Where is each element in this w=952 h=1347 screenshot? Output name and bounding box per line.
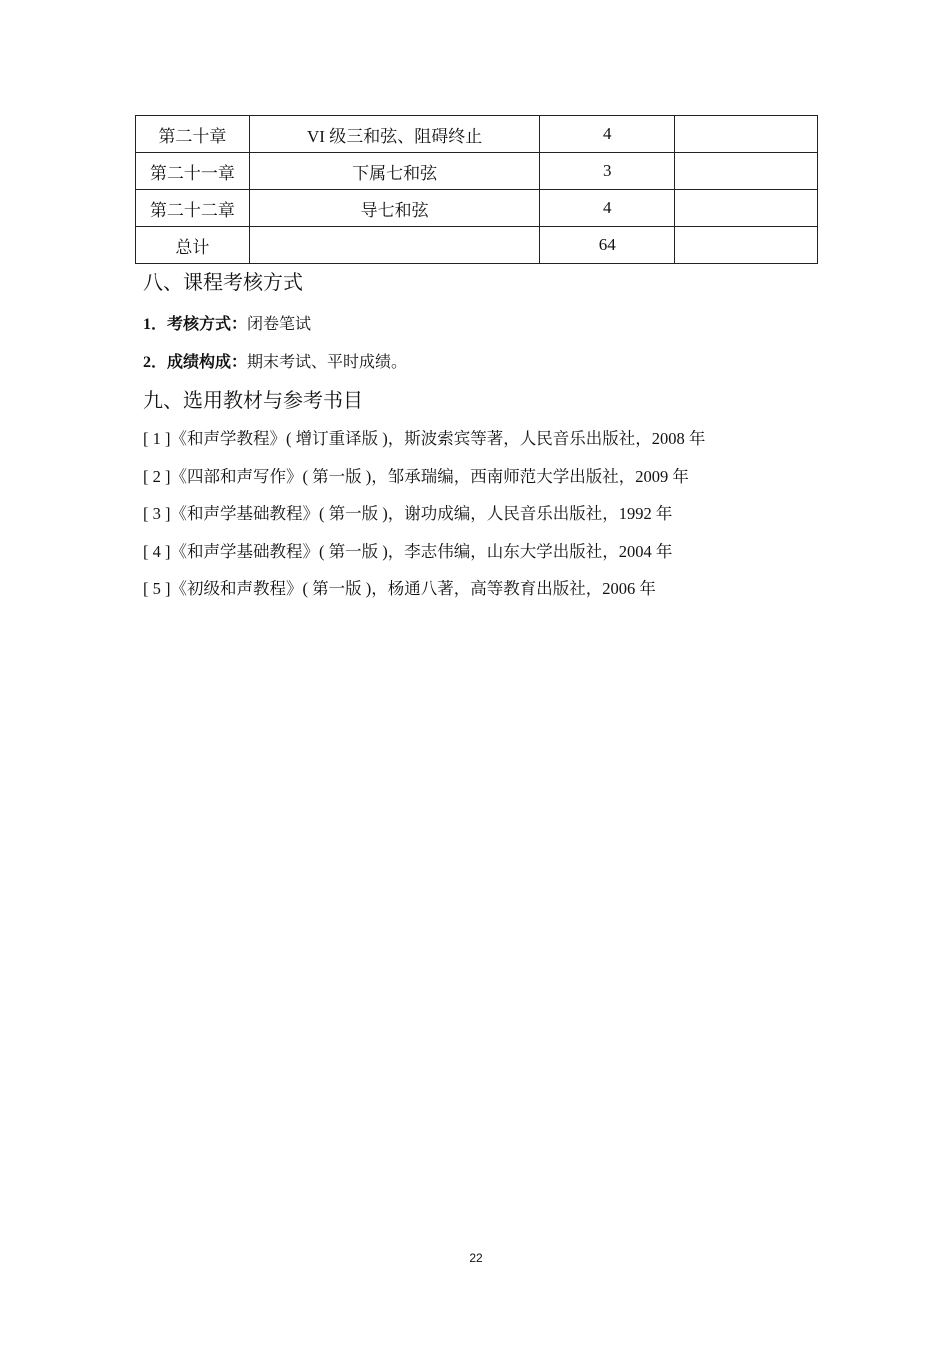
reference-item: [ 2 ]《四部和声写作》( 第一版 )，邹承瑞编，西南师范大学出版社，2009 年 <box>143 466 689 486</box>
topic-cell: 下属七和弦 <box>249 153 540 190</box>
hours-cell: 4 <box>540 116 675 153</box>
chapter-cell: 第二十二章 <box>136 190 250 227</box>
chapter-cell: 第二十章 <box>136 116 250 153</box>
assessment-heading: 八、课程考核方式 <box>143 270 303 294</box>
grade-composition-line <box>143 349 407 372</box>
hours-cell: 3 <box>540 153 675 190</box>
table-row <box>136 116 818 153</box>
assessment-method-label: 1．考核方式： <box>143 316 248 333</box>
reference-list <box>143 428 705 616</box>
grade-composition-label: 2．成绩构成： <box>143 354 248 371</box>
total-label-cell: 总计 <box>136 227 250 264</box>
grade-composition-value: 期末考试、平时成绩。 <box>247 354 408 371</box>
table-row-total <box>136 227 818 264</box>
table-row <box>136 153 818 190</box>
chapter-cell: 第二十一章 <box>136 153 250 190</box>
note-cell <box>675 190 818 227</box>
reference-item: [ 3 ]《和声学基础教程》( 第一版 )，谢功成编，人民音乐出版社，1992 年 <box>143 504 673 523</box>
total-hours-cell: 64 <box>540 227 675 264</box>
references-heading: 九、选用教材与参考书目 <box>143 388 363 412</box>
topic-cell: 导七和弦 <box>249 190 540 227</box>
note-cell <box>675 116 818 153</box>
assessment-method-line <box>143 311 311 334</box>
reference-item: [ 4 ]《和声学基础教程》( 第一版 )，李志伟编，山东大学出版社，2004 年 <box>143 541 673 561</box>
topic-cell <box>249 227 540 264</box>
table-row <box>136 190 818 227</box>
assessment-method-value: 闭卷笔试 <box>247 316 312 333</box>
reference-item: [ 5 ]《初级和声教程》( 第一版 )，杨通八著，高等教育出版社，2006 年 <box>143 579 656 598</box>
note-cell <box>675 153 818 190</box>
topic-cell: VI 级三和弦、阻碍终止 <box>249 116 540 153</box>
hours-cell: 4 <box>540 190 675 227</box>
page-number: 22 <box>469 1251 483 1265</box>
note-cell <box>675 227 818 264</box>
course-hours-table <box>135 115 818 264</box>
reference-item: [ 1 ]《和声学教程》( 增订重译版 )，斯波索宾等著，人民音乐出版社，2008 年 <box>143 429 706 448</box>
